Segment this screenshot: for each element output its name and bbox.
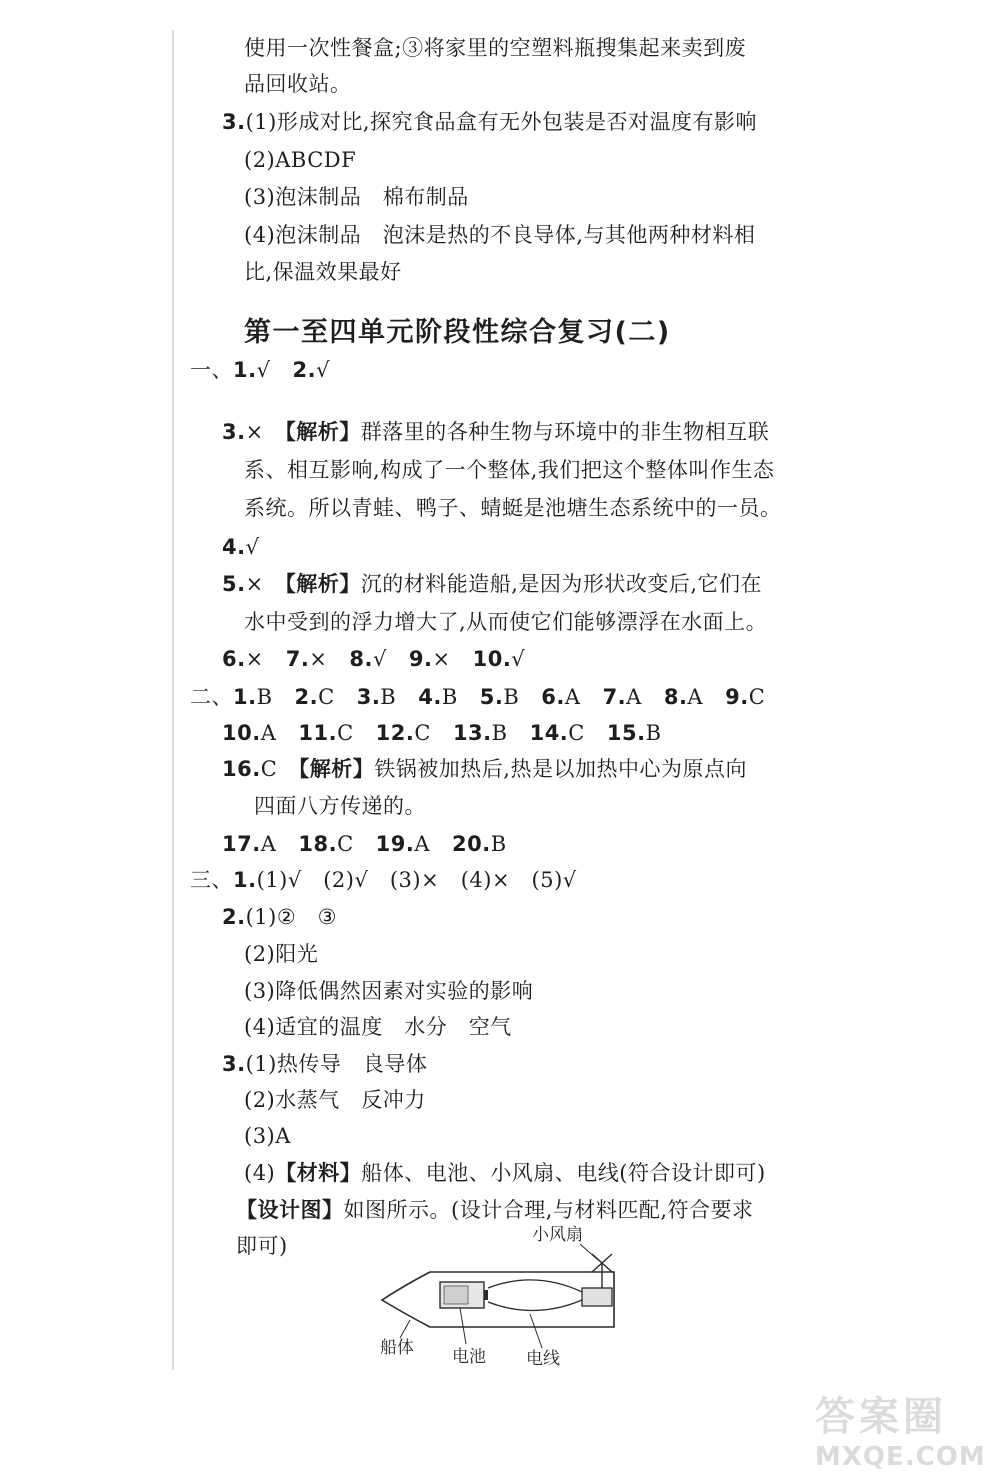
fan-label: 小风扇 (532, 1225, 583, 1245)
answer-value: A (687, 685, 704, 709)
answer-value: × (309, 647, 328, 671)
battery-label: 电池 (452, 1347, 486, 1367)
watermark-url: MXQE.COM (815, 1442, 986, 1472)
answer-row (222, 719, 662, 747)
boat-hull (382, 1272, 614, 1327)
watermark (815, 1385, 995, 1471)
question-number: 3. (222, 1052, 246, 1076)
text-line: 系、相互影响,构成了一个整体,我们把这个整体叫作生态 (244, 458, 775, 482)
answer-row (236, 1196, 754, 1224)
answer-value: C (414, 721, 431, 745)
question-number: 1. (233, 868, 257, 892)
answer-value: C (260, 757, 278, 781)
question-number: 12. (375, 721, 415, 745)
design-tag: 【设计图】 (236, 1198, 344, 1222)
answer-value: C (318, 685, 335, 709)
answer-value: C (568, 721, 585, 745)
answer-value: A (626, 685, 642, 709)
question-number: 1. (233, 358, 257, 382)
answer-q3 (222, 108, 757, 136)
answer-text: (1)形成对比,探究食品盒有无外包装是否对温度有影响 (245, 110, 758, 134)
answer-value: A (414, 832, 431, 856)
answer-row (190, 866, 577, 894)
question-number: 11. (298, 721, 338, 745)
boat-design-figure (370, 1222, 630, 1382)
answer-value: √ (316, 358, 330, 382)
answer-value: √ (511, 647, 526, 671)
hull-label: 船体 (380, 1338, 414, 1358)
answer-value: B (490, 832, 507, 856)
wire (488, 1300, 582, 1311)
answer-value: × (245, 572, 264, 596)
answer-value: √ (256, 358, 271, 382)
analysis-text: 铁锅被加热后,热是以加热中心为原点向 (374, 757, 747, 781)
question-number: 6. (222, 647, 246, 671)
question-number: 9. (408, 647, 433, 671)
answer-value: C (337, 832, 354, 856)
question-number: 2. (222, 905, 246, 929)
question-number: 17. (222, 832, 261, 856)
answer-value: B (441, 685, 458, 709)
answer-value: A (564, 685, 581, 709)
question-number: 8. (663, 685, 688, 709)
answer-text: (1)热传导 良导体 (245, 1052, 428, 1076)
question-number: 5. (479, 685, 504, 709)
analysis-text: 群落里的各种生物与环境中的非生物相互联 (360, 420, 770, 444)
question-number: 9. (725, 685, 749, 709)
question-number: 2. (294, 685, 319, 709)
part-heading: 二、 (190, 685, 233, 709)
question-number: 2. (292, 358, 317, 382)
text-line: 水中受到的浮力增大了,从而使它们能够漂浮在水面上。 (244, 610, 768, 634)
wire (488, 1280, 582, 1292)
answer-text: (1)② ③ (245, 905, 337, 929)
text-line: (4)泡沫制品 泡沫是热的不良导体,与其他两种材料相 (244, 223, 756, 247)
answer-row (190, 683, 765, 711)
question-number: 8. (349, 647, 373, 671)
question-number: 3. (222, 110, 246, 134)
answer-value: √ (373, 647, 387, 671)
question-number: 20. (452, 832, 491, 856)
watermark-logo: 答案圈 (815, 1394, 947, 1440)
answer-row (190, 356, 330, 384)
answer-text: (1)√ (2)√ (3)× (4)× (5)√ (256, 868, 577, 892)
answer-value: × (245, 647, 264, 671)
text-line: (4)适宜的温度 水分 空气 (244, 1015, 512, 1039)
question-number: 7. (285, 647, 310, 671)
answer-value: × (245, 420, 264, 444)
question-number: 10. (222, 721, 261, 745)
question-number: 14. (529, 721, 569, 745)
answer-value: C (748, 685, 766, 709)
answer-row (222, 645, 525, 673)
answer-row (222, 418, 769, 446)
question-number: 1. (233, 685, 257, 709)
text-line: 即可) (236, 1234, 288, 1258)
question-number: 6. (541, 685, 565, 709)
question-number: 5. (222, 572, 246, 596)
answer-value: B (491, 721, 508, 745)
answer-row (222, 830, 507, 858)
text-line: 系统。所以青蛙、鸭子、蜻蜓是池塘生态系统中的一员。 (244, 496, 782, 520)
answer-value: B (256, 685, 273, 709)
answer-text: 如图所示。(设计合理,与材料匹配,符合要求 (343, 1198, 754, 1222)
motor-box (582, 1288, 612, 1306)
question-number: 3. (356, 685, 381, 709)
answer-row (222, 570, 762, 598)
answer-text: 船体、电池、小风扇、电线(符合设计即可) (361, 1161, 766, 1185)
answer-row (222, 1050, 427, 1078)
wire-label: 电线 (526, 1349, 560, 1369)
answer-value: B (503, 685, 520, 709)
question-number: 15. (606, 721, 646, 745)
text-line: 品回收站。 (244, 72, 352, 96)
text-line: 四面八方传递的。 (254, 794, 426, 818)
answer-value: B (380, 685, 397, 709)
answer-value: A (260, 721, 277, 745)
question-number: 16. (222, 757, 261, 781)
answer-value: A (260, 832, 277, 856)
analysis-tag: 【解析】 (285, 420, 361, 444)
answer-row (222, 533, 259, 561)
question-number: 13. (452, 721, 492, 745)
answer-value: C (337, 721, 354, 745)
question-number: 19. (375, 832, 415, 856)
text-line: (2)水蒸气 反冲力 (244, 1088, 426, 1112)
answer-row (244, 1159, 766, 1187)
part-heading: 三、 (190, 868, 233, 892)
section-title: 第一至四单元阶段性综合复习(二) (244, 317, 671, 348)
answer-row (222, 755, 747, 783)
margin-line (172, 30, 174, 1370)
text-line: (3)泡沫制品 棉布制品 (244, 185, 469, 209)
question-number: 4. (418, 685, 442, 709)
question-number: 18. (298, 832, 338, 856)
text-line: 比,保温效果最好 (244, 260, 402, 284)
text-line: (2)ABCDF (244, 148, 357, 172)
text-line: (3)降低偶然因素对实验的影响 (244, 979, 534, 1003)
answer-text: (4) (244, 1161, 276, 1185)
text-line: (2)阳光 (244, 942, 319, 966)
question-number: 3. (222, 420, 246, 444)
text-line: 使用一次性餐盒;③将家里的空塑料瓶搜集起来卖到废 (244, 36, 747, 60)
answer-value: × (432, 647, 451, 671)
analysis-tag: 【解析】 (298, 757, 375, 781)
material-tag: 【材料】 (275, 1161, 362, 1185)
part-heading: 一、 (190, 358, 233, 382)
question-number: 10. (472, 647, 512, 671)
answer-value: B (645, 721, 662, 745)
text-line: (3)A (244, 1124, 291, 1148)
question-number: 4. (222, 535, 246, 559)
analysis-tag: 【解析】 (285, 572, 361, 596)
analysis-text: 沉的材料能造船,是因为形状改变后,它们在 (360, 572, 763, 596)
answer-value: √ (245, 535, 260, 559)
answer-row (222, 903, 337, 931)
question-number: 7. (602, 685, 627, 709)
